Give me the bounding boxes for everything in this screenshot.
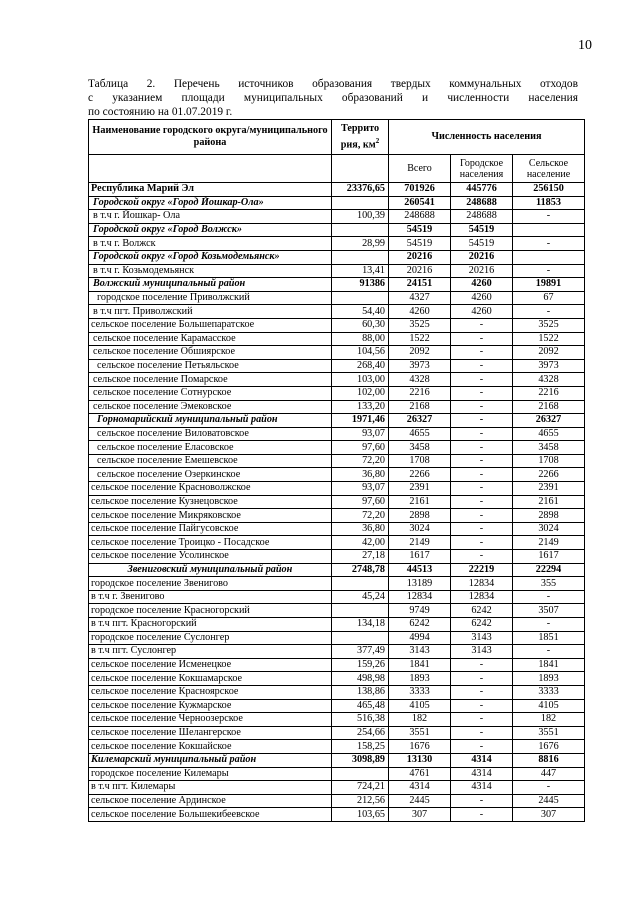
- cell-urban: -: [451, 685, 513, 699]
- cell-rural: 2168: [513, 400, 585, 414]
- table-row: [89, 563, 585, 577]
- cell-total: 13189: [389, 577, 451, 591]
- cell-total: 182: [389, 713, 451, 727]
- cell-urban: 54519: [451, 223, 513, 237]
- cell-urban: 3143: [451, 645, 513, 659]
- cell-total: 2898: [389, 509, 451, 523]
- cell-name: в т.ч г. Звенигово: [89, 590, 332, 604]
- cell-urban: -: [451, 658, 513, 672]
- cell-area: 212,56: [332, 794, 389, 808]
- cell-rural: 3973: [513, 359, 585, 373]
- table-row: [89, 536, 585, 550]
- cell-name: сельское поселение Петьяльское: [89, 359, 332, 373]
- cell-rural: 3507: [513, 604, 585, 618]
- cell-total: 4260: [389, 305, 451, 319]
- table-row: [89, 781, 585, 795]
- cell-urban: 248688: [451, 196, 513, 210]
- cell-urban: -: [451, 726, 513, 740]
- cell-urban: -: [451, 550, 513, 564]
- cell-urban: -: [451, 522, 513, 536]
- cell-total: 4655: [389, 427, 451, 441]
- cell-total: 2149: [389, 536, 451, 550]
- cell-area: 97,60: [332, 495, 389, 509]
- cell-name: сельское поселение Эмековское: [89, 400, 332, 414]
- cell-name: в т.ч пгт. Приволжский: [89, 305, 332, 319]
- cell-name: сельское поселение Кузнецовское: [89, 495, 332, 509]
- cell-urban: -: [451, 318, 513, 332]
- table-row: [89, 441, 585, 455]
- table-row: [89, 318, 585, 332]
- cell-total: 20216: [389, 264, 451, 278]
- cell-area: [332, 291, 389, 305]
- cell-area: 36,80: [332, 468, 389, 482]
- cell-rural: 307: [513, 808, 585, 822]
- cell-total: 3973: [389, 359, 451, 373]
- header-rural: Сельское население: [513, 155, 585, 183]
- cell-urban: -: [451, 699, 513, 713]
- table-row: [89, 685, 585, 699]
- cell-rural: 2266: [513, 468, 585, 482]
- cell-name: сельское поселение Карамасское: [89, 332, 332, 346]
- cell-total: 2391: [389, 482, 451, 496]
- cell-area: 268,40: [332, 359, 389, 373]
- table-row: [89, 237, 585, 251]
- cell-name: сельское поселение Большепаратское: [89, 318, 332, 332]
- cell-rural: 2149: [513, 536, 585, 550]
- cell-total: 1841: [389, 658, 451, 672]
- cell-rural: 1676: [513, 740, 585, 754]
- cell-area: 27,18: [332, 550, 389, 564]
- cell-urban: -: [451, 332, 513, 346]
- header-area-sup: 2: [375, 136, 380, 145]
- cell-name: сельское поселение Озеркинское: [89, 468, 332, 482]
- table-row: [89, 495, 585, 509]
- cell-area: 93,07: [332, 482, 389, 496]
- table-row: [89, 631, 585, 645]
- cell-total: 3143: [389, 645, 451, 659]
- cell-area: 159,26: [332, 658, 389, 672]
- cell-area: [332, 577, 389, 591]
- cell-rural: 256150: [513, 183, 585, 197]
- cell-name: сельское поселение Троицко - Посадское: [89, 536, 332, 550]
- table-row: [89, 183, 585, 197]
- cell-name: сельское поселение Большекибеевское: [89, 808, 332, 822]
- cell-name: Килемарский муниципальный район: [89, 753, 332, 767]
- cell-area: 3098,89: [332, 753, 389, 767]
- cell-rural: 1851: [513, 631, 585, 645]
- page-number: 10: [578, 38, 592, 53]
- cell-urban: 4314: [451, 767, 513, 781]
- cell-urban: 4260: [451, 278, 513, 292]
- table-caption: [88, 77, 578, 119]
- cell-urban: -: [451, 468, 513, 482]
- cell-area: 103,00: [332, 373, 389, 387]
- cell-area: 254,66: [332, 726, 389, 740]
- cell-area: 54,40: [332, 305, 389, 319]
- cell-total: 54519: [389, 237, 451, 251]
- cell-name: сельское поселение Черноозерское: [89, 713, 332, 727]
- cell-urban: -: [451, 794, 513, 808]
- cell-rural: 3024: [513, 522, 585, 536]
- cell-rural: -: [513, 590, 585, 604]
- cell-area: 28,99: [332, 237, 389, 251]
- cell-rural: 19891: [513, 278, 585, 292]
- cell-area: [332, 196, 389, 210]
- cell-name: городское поселение Звенигово: [89, 577, 332, 591]
- table-row: [89, 672, 585, 686]
- cell-rural: 1708: [513, 454, 585, 468]
- header-population: Численность населения: [389, 120, 585, 155]
- cell-total: 44513: [389, 563, 451, 577]
- cell-urban: -: [451, 495, 513, 509]
- cell-name: сельское поселение Виловатовское: [89, 427, 332, 441]
- table-row: [89, 264, 585, 278]
- cell-rural: 2898: [513, 509, 585, 523]
- cell-area: 72,20: [332, 509, 389, 523]
- cell-total: 3525: [389, 318, 451, 332]
- cell-total: 4761: [389, 767, 451, 781]
- cell-total: 2445: [389, 794, 451, 808]
- table-row: [89, 278, 585, 292]
- table-row: [89, 726, 585, 740]
- table-body: [89, 183, 585, 822]
- cell-area: 138,86: [332, 685, 389, 699]
- cell-rural: 3525: [513, 318, 585, 332]
- cell-rural: 2161: [513, 495, 585, 509]
- cell-name: Звениговский муниципальный район: [89, 563, 332, 577]
- cell-name: сельское поселение Еласовское: [89, 441, 332, 455]
- table-row: [89, 808, 585, 822]
- cell-total: 248688: [389, 210, 451, 224]
- cell-name: сельское поселение Микряковское: [89, 509, 332, 523]
- cell-name: сельское поселение Кокшамарское: [89, 672, 332, 686]
- cell-urban: -: [451, 713, 513, 727]
- cell-name: сельское поселение Красноярское: [89, 685, 332, 699]
- cell-urban: -: [451, 482, 513, 496]
- header-area-blank: [332, 155, 389, 183]
- cell-rural: -: [513, 305, 585, 319]
- cell-total: 3551: [389, 726, 451, 740]
- cell-rural: 11853: [513, 196, 585, 210]
- cell-total: 2161: [389, 495, 451, 509]
- cell-name: сельское поселение Красноволжское: [89, 482, 332, 496]
- cell-urban: 248688: [451, 210, 513, 224]
- cell-total: 20216: [389, 250, 451, 264]
- cell-area: 377,49: [332, 645, 389, 659]
- table-row: [89, 346, 585, 360]
- cell-urban: -: [451, 346, 513, 360]
- cell-rural: -: [513, 237, 585, 251]
- cell-urban: 3143: [451, 631, 513, 645]
- cell-area: 93,07: [332, 427, 389, 441]
- cell-name: сельское поселение Исменецкое: [89, 658, 332, 672]
- cell-urban: -: [451, 441, 513, 455]
- table-row: [89, 400, 585, 414]
- cell-total: 3333: [389, 685, 451, 699]
- cell-total: 1676: [389, 740, 451, 754]
- cell-urban: 54519: [451, 237, 513, 251]
- cell-total: 2266: [389, 468, 451, 482]
- cell-name: сельское поселение Обшиярское: [89, 346, 332, 360]
- cell-urban: -: [451, 740, 513, 754]
- cell-area: 104,56: [332, 346, 389, 360]
- table-row: [89, 699, 585, 713]
- cell-name: сельское поселение Помарское: [89, 373, 332, 387]
- cell-name: в т.ч г. Козьмодемьянск: [89, 264, 332, 278]
- cell-rural: 4105: [513, 699, 585, 713]
- table-row: [89, 332, 585, 346]
- cell-total: 24151: [389, 278, 451, 292]
- cell-area: [332, 631, 389, 645]
- cell-name: в т.ч пгт. Суслонгер: [89, 645, 332, 659]
- table-row: [89, 468, 585, 482]
- cell-area: 23376,65: [332, 183, 389, 197]
- cell-name: сельское поселение Кужмарское: [89, 699, 332, 713]
- cell-rural: 4655: [513, 427, 585, 441]
- cell-total: 1617: [389, 550, 451, 564]
- table-row: [89, 794, 585, 808]
- table-row: [89, 618, 585, 632]
- cell-rural: 1617: [513, 550, 585, 564]
- table-row: [89, 250, 585, 264]
- cell-name: сельское поселение Усолинское: [89, 550, 332, 564]
- header-name: Наименование городского округа/муниципального района: [89, 120, 332, 155]
- cell-area: 72,20: [332, 454, 389, 468]
- cell-rural: 1522: [513, 332, 585, 346]
- cell-rural: 8816: [513, 753, 585, 767]
- caption-line: с указанием площади муниципальных образований и численности населения: [88, 92, 578, 104]
- caption-line: Таблица 2. Перечень источников образования твердых коммунальных отходов: [88, 78, 578, 90]
- cell-total: 260541: [389, 196, 451, 210]
- cell-total: 1708: [389, 454, 451, 468]
- cell-total: 2168: [389, 400, 451, 414]
- table-row: [89, 753, 585, 767]
- table-row: [89, 577, 585, 591]
- cell-name: Волжский муниципальный район: [89, 278, 332, 292]
- cell-urban: -: [451, 808, 513, 822]
- cell-name: Городской округ «Город Волжск»: [89, 223, 332, 237]
- table-row: [89, 386, 585, 400]
- cell-total: 307: [389, 808, 451, 822]
- cell-area: 88,00: [332, 332, 389, 346]
- cell-total: 1893: [389, 672, 451, 686]
- cell-area: 133,20: [332, 400, 389, 414]
- cell-rural: 182: [513, 713, 585, 727]
- cell-area: [332, 250, 389, 264]
- cell-name: сельское поселение Шелангерское: [89, 726, 332, 740]
- cell-rural: 22294: [513, 563, 585, 577]
- population-table: [88, 119, 585, 822]
- cell-name: сельское поселение Ардинское: [89, 794, 332, 808]
- cell-rural: 3333: [513, 685, 585, 699]
- cell-rural: 447: [513, 767, 585, 781]
- cell-rural: 4328: [513, 373, 585, 387]
- table-row: [89, 427, 585, 441]
- table-row: [89, 210, 585, 224]
- cell-rural: 2445: [513, 794, 585, 808]
- cell-name: городское поселение Суслонгер: [89, 631, 332, 645]
- cell-total: 3458: [389, 441, 451, 455]
- cell-rural: 355: [513, 577, 585, 591]
- cell-urban: 22219: [451, 563, 513, 577]
- cell-urban: -: [451, 509, 513, 523]
- caption-line: по состоянию на 01.07.2019 г.: [88, 106, 233, 118]
- cell-total: 2092: [389, 346, 451, 360]
- cell-urban: -: [451, 672, 513, 686]
- cell-name: Республика Марий Эл: [89, 183, 332, 197]
- cell-total: 9749: [389, 604, 451, 618]
- cell-rural: 1841: [513, 658, 585, 672]
- cell-urban: 4314: [451, 753, 513, 767]
- cell-name: в т.ч пгт. Красногорский: [89, 618, 332, 632]
- table-row: [89, 223, 585, 237]
- cell-area: 60,30: [332, 318, 389, 332]
- cell-urban: 445776: [451, 183, 513, 197]
- cell-urban: 6242: [451, 604, 513, 618]
- cell-area: 42,00: [332, 536, 389, 550]
- cell-total: 3024: [389, 522, 451, 536]
- cell-rural: 2216: [513, 386, 585, 400]
- cell-rural: -: [513, 618, 585, 632]
- cell-name: в т.ч г. Волжск: [89, 237, 332, 251]
- cell-area: 103,65: [332, 808, 389, 822]
- cell-name: городское поселение Приволжский: [89, 291, 332, 305]
- table-row: [89, 713, 585, 727]
- cell-name: городское поселение Красногорский: [89, 604, 332, 618]
- cell-urban: -: [451, 359, 513, 373]
- table-row: [89, 740, 585, 754]
- cell-rural: 2391: [513, 482, 585, 496]
- cell-total: 4314: [389, 781, 451, 795]
- table-row: [89, 196, 585, 210]
- cell-urban: -: [451, 373, 513, 387]
- cell-total: 4328: [389, 373, 451, 387]
- cell-urban: -: [451, 386, 513, 400]
- cell-area: 13,41: [332, 264, 389, 278]
- table-row: [89, 522, 585, 536]
- cell-urban: 20216: [451, 250, 513, 264]
- table-row: [89, 454, 585, 468]
- cell-rural: 1893: [513, 672, 585, 686]
- cell-name: сельское поселение Емешевское: [89, 454, 332, 468]
- cell-urban: -: [451, 414, 513, 428]
- table-row: [89, 509, 585, 523]
- cell-rural: -: [513, 210, 585, 224]
- cell-area: 1971,46: [332, 414, 389, 428]
- table-row: [89, 359, 585, 373]
- cell-urban: 20216: [451, 264, 513, 278]
- table-row: [89, 305, 585, 319]
- cell-total: 4105: [389, 699, 451, 713]
- cell-urban: 6242: [451, 618, 513, 632]
- header-total: Всего: [389, 155, 451, 183]
- cell-area: [332, 767, 389, 781]
- cell-rural: 67: [513, 291, 585, 305]
- table-row: [89, 590, 585, 604]
- cell-area: 724,21: [332, 781, 389, 795]
- cell-total: 54519: [389, 223, 451, 237]
- cell-area: 2748,78: [332, 563, 389, 577]
- cell-name: в т.ч г. Йошкар- Ола: [89, 210, 332, 224]
- header-area: Террито рия, $км^2$: [332, 120, 389, 155]
- cell-urban: 4260: [451, 305, 513, 319]
- cell-rural: [513, 223, 585, 237]
- table-row: [89, 482, 585, 496]
- table-row: [89, 373, 585, 387]
- cell-area: 100,39: [332, 210, 389, 224]
- cell-area: [332, 223, 389, 237]
- cell-rural: 3551: [513, 726, 585, 740]
- cell-urban: -: [451, 427, 513, 441]
- cell-area: 102,00: [332, 386, 389, 400]
- cell-total: 701926: [389, 183, 451, 197]
- cell-name: сельское поселение Сотнурское: [89, 386, 332, 400]
- table-row: [89, 414, 585, 428]
- cell-area: 465,48: [332, 699, 389, 713]
- cell-urban: 4260: [451, 291, 513, 305]
- cell-area: [332, 604, 389, 618]
- cell-name: Городской округ «Город Козьмодемьянск»: [89, 250, 332, 264]
- cell-total: 26327: [389, 414, 451, 428]
- cell-rural: 3458: [513, 441, 585, 455]
- cell-name: Горномарийский муниципальный район: [89, 414, 332, 428]
- cell-rural: 2092: [513, 346, 585, 360]
- cell-name: сельское поселение Пайгусовское: [89, 522, 332, 536]
- cell-area: 91386: [332, 278, 389, 292]
- cell-rural: -: [513, 781, 585, 795]
- cell-total: 4327: [389, 291, 451, 305]
- cell-area: 134,18: [332, 618, 389, 632]
- cell-urban: -: [451, 454, 513, 468]
- cell-area: 97,60: [332, 441, 389, 455]
- cell-urban: 12834: [451, 590, 513, 604]
- table-row: [89, 291, 585, 305]
- header-urban: Городское населения: [451, 155, 513, 183]
- table-row: [89, 550, 585, 564]
- cell-total: 1522: [389, 332, 451, 346]
- cell-total: 6242: [389, 618, 451, 632]
- cell-name: в т.ч пгт. Килемары: [89, 781, 332, 795]
- header-name-blank: [89, 155, 332, 183]
- table-row: [89, 604, 585, 618]
- cell-rural: -: [513, 264, 585, 278]
- cell-total: 12834: [389, 590, 451, 604]
- cell-area: 45,24: [332, 590, 389, 604]
- cell-urban: 12834: [451, 577, 513, 591]
- cell-name: городское поселение Килемары: [89, 767, 332, 781]
- cell-total: 4994: [389, 631, 451, 645]
- cell-rural: 26327: [513, 414, 585, 428]
- cell-area: 158,25: [332, 740, 389, 754]
- cell-area: 498,98: [332, 672, 389, 686]
- table-row: [89, 767, 585, 781]
- cell-area: 516,38: [332, 713, 389, 727]
- table-row: [89, 645, 585, 659]
- cell-area: 36,80: [332, 522, 389, 536]
- cell-name: Городской округ «Город Йошкар-Ола»: [89, 196, 332, 210]
- cell-total: 13130: [389, 753, 451, 767]
- table-row: [89, 658, 585, 672]
- cell-urban: -: [451, 400, 513, 414]
- cell-total: 2216: [389, 386, 451, 400]
- cell-urban: -: [451, 536, 513, 550]
- cell-urban: 4314: [451, 781, 513, 795]
- cell-rural: -: [513, 645, 585, 659]
- cell-name: сельское поселение Кокшайское: [89, 740, 332, 754]
- cell-rural: [513, 250, 585, 264]
